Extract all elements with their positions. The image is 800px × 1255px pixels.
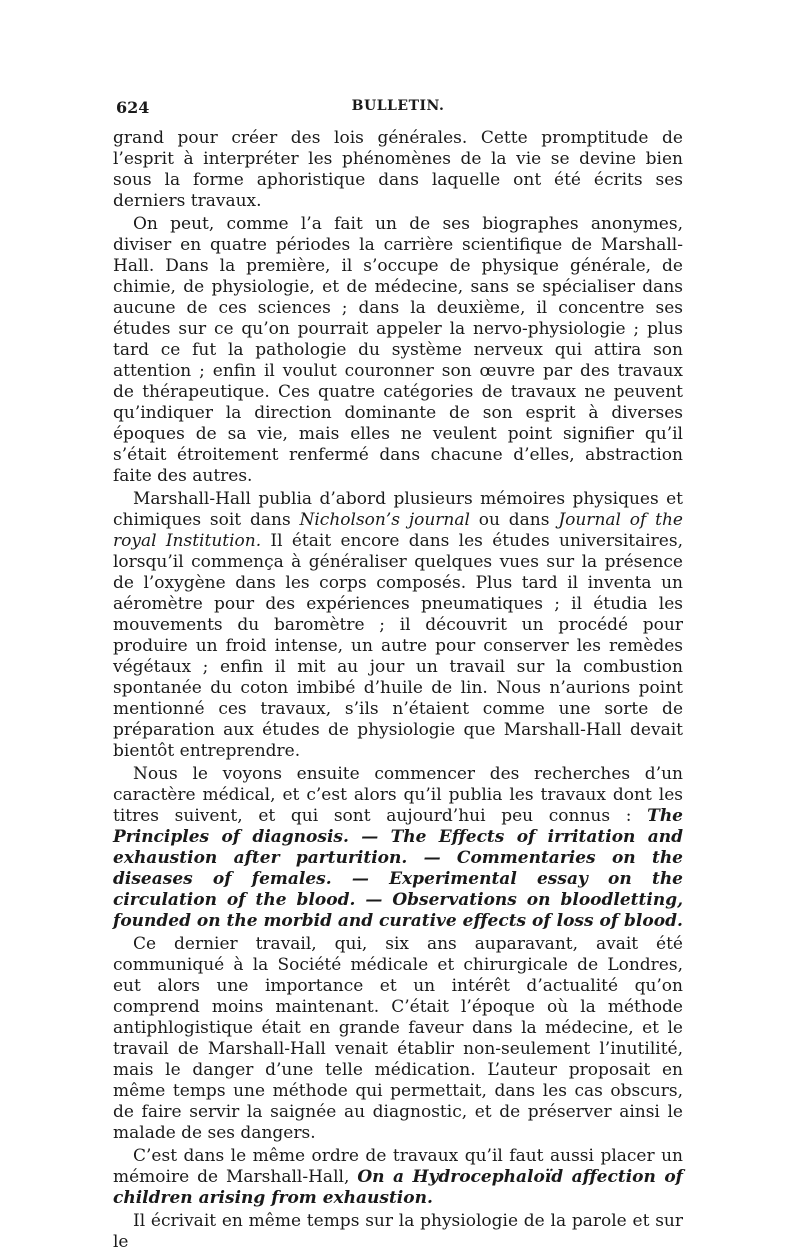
- paragraph: [113, 1211, 683, 1253]
- page-number: 624: [116, 98, 150, 117]
- paragraph: [113, 764, 683, 932]
- paragraph-text: Ce dernier travail, qui, six ans auparavant, avait été communiqué à la Société médicale et chirurgicale de Londres, eut alors une importance et un intérêt d’actualité qu’on comprend moins maintenant. C’était l’époque où la méthode antiphlogistique était en grande faveur dans la médecine, et le travail de Marshall-Hall venait établir non-seulement l’inutilité, mais le danger d’une telle médication. L’auteur proposait en même temps une méthode qui permettait, dans les cas obscurs, de faire servir la saignée au diagnostic, et de préserver ainsi le malade de ses dangers.: [113, 934, 683, 1143]
- paragraph-text: grand pour créer des lois générales. Cette promptitude de l’esprit à interpréter les phénomènes de la vie se devine bien sous la forme aphoristique dans laquelle ont été écrits ses derniers travaux.: [113, 128, 683, 211]
- italic-title: On a Hydrocephaloïd affection of children arising from exhaustion.: [113, 1167, 683, 1208]
- paragraph-text: Marshall-Hall publia d’abord plusieurs mémoires physiques et chimiques soit dans: [113, 489, 683, 530]
- paragraph-text: ou dans: [469, 510, 559, 530]
- section-title: BULLETIN.: [351, 98, 445, 114]
- body-text: [113, 128, 683, 1253]
- paragraph: [113, 214, 683, 487]
- book-page: [113, 96, 683, 1255]
- italic-title: Journal of the royal Institution.: [113, 510, 683, 551]
- running-header: [113, 96, 683, 122]
- paragraph-text: C’est dans le même ordre de travaux qu’il faut aussi placer un mémoire de Marshall-Hall,: [113, 1146, 683, 1187]
- paragraph-text: Nous le voyons ensuite commencer des recherches d’un caractère médical, et c’est alors qu’il publia les travaux dont les titres suivent, et qui sont aujourd’hui peu connus :: [113, 764, 683, 826]
- paragraph-text: Il était encore dans les études universitaires, lorsqu’il commença à généraliser quelques vues sur la présence de l’oxygène dans les corps composés. Plus tard il inventa un aéromètre pour des expériences pneumatiques ; il étudia les mouvements du baromètre ; il découvrit un procédé pour produire un froid intense, un autre pour conserver les remèdes végétaux ; enfin il mit au jour un travail sur la combustion spontanée du coton imbibé d’huile de lin. Nous n’aurions point mentionné ces travaux, s’ils n’étaient comme une sorte de préparation aux études de physiologie que Marshall-Hall devait bientôt entreprendre.: [113, 531, 683, 761]
- paragraph-text: Il écrivait en même temps sur la physiologie de la parole et sur le: [113, 1211, 683, 1252]
- paragraph: [113, 934, 683, 1144]
- italic-title: The Principles of diagnosis. — The Effects of irritation and exhaustion after parturition. — Commentaries on the diseases of females. — Experimental essay on the circulation of the blood. — Observations on bloodletting, founded on the morbid and curative effects of loss of blood.: [113, 806, 683, 931]
- paragraph-text: On peut, comme l’a fait un de ses biographes anonymes, diviser en quatre périodes la carrière scientifique de Marshall-Hall. Dans la première, il s’occupe de physique générale, de chimie, de physiologie, et de médecine, sans se spécialiser dans aucune de ces sciences ; dans la deuxième, il concentre ses études sur ce qu’on pourrait appeler la nervo-physiologie ; plus tard ce fut la pathologie du système nerveux qui attira son attention ; enfin il voulut couronner son œuvre par des travaux de thérapeutique. Ces quatre catégories de travaux ne peuvent qu’indiquer la direction dominante de son esprit à diverses époques de sa vie, mais elles ne veulent point signifier qu’il s’était étroitement renfermé dans chacune d’elles, abstraction faite des autres.: [113, 214, 683, 486]
- italic-title: Nicholson’s journal: [299, 510, 470, 530]
- paragraph: [113, 489, 683, 762]
- paragraph: [113, 128, 683, 212]
- paragraph: [113, 1146, 683, 1209]
